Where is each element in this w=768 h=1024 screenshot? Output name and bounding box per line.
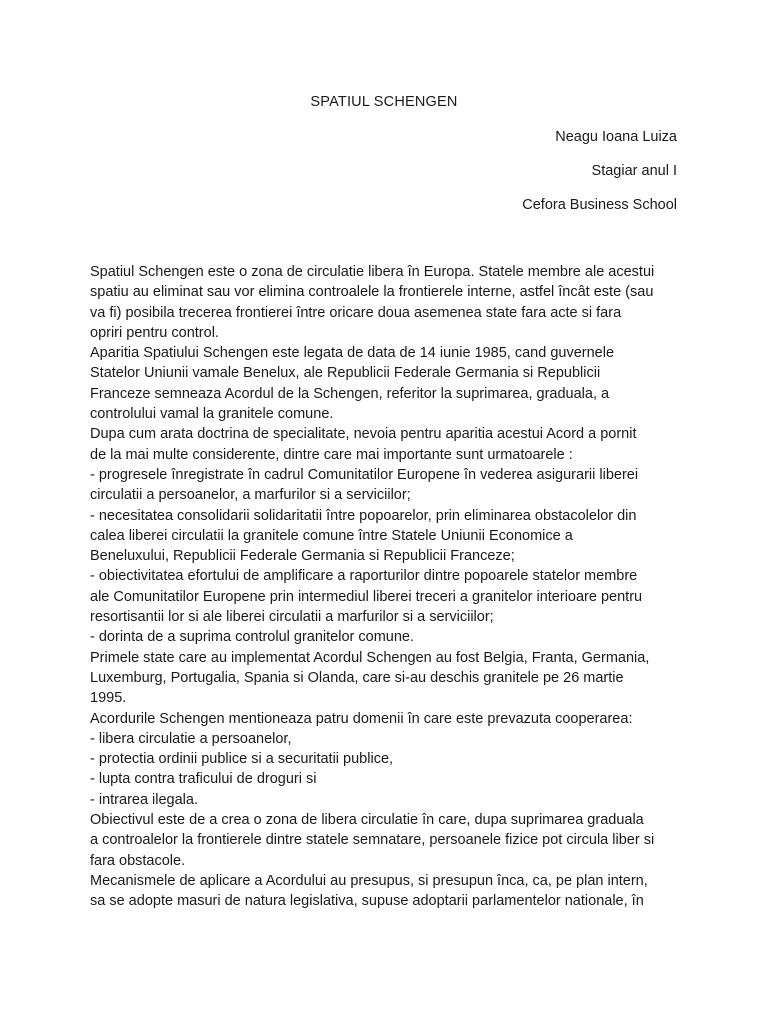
body-line: controlului vamal la granitele comune.	[90, 406, 334, 423]
body-line: - lupta contra traficului de droguri si	[90, 771, 317, 788]
body-line: - progresele înregistrate în cadrul Comunitatilor Europene în vederea asigurarii liberei	[90, 466, 639, 483]
body-line: Aparitia Spatiului Schengen este legata de data de 14 iunie 1985, cand guvernele	[90, 345, 615, 362]
body-line: va fi) posibila trecerea frontierei între oricare doua asemenea state fara acte si fara	[90, 304, 622, 321]
body-line: Primele state care au implementat Acordul Schengen au fost Belgia, Franta, Germania,	[90, 649, 650, 666]
body-line: de la mai multe considerente, dintre care mai importante sunt urmatoarele :	[90, 446, 573, 463]
body-line: - protectia ordinii publice si a securitatii publice,	[90, 751, 394, 768]
body-line: resortisantii lor si ale liberei circulatii a marfurilor si a serviciilor;	[90, 609, 494, 626]
body-line: Spatiul Schengen este o zona de circulatie libera în Europa. Statele membre ale acestui	[90, 264, 655, 280]
body-line: fara obstacole.	[90, 852, 186, 869]
body-line: Statelor Uniunii vamale Benelux, ale Republicii Federale Germania si Republicii	[90, 365, 601, 382]
body-line: - obiectivitatea efortului de amplificare a raporturilor dintre popoarele statelor membre	[90, 568, 638, 585]
school-name: Cefora Business School	[522, 197, 677, 213]
body-line: Beneluxului, Republicii Federale Germania si Republicii Franceze;	[90, 548, 515, 565]
body-line: - intrarea ilegala.	[90, 791, 198, 808]
body-line: sa se adopte masuri de natura legislativa, supuse adoptarii parlamentelor nationale, în	[90, 893, 644, 910]
body-line: Mecanismele de aplicare a Acordului au presupus, si presupun înca, ca, pe plan intern,	[90, 872, 648, 889]
body-line: Dupa cum arata doctrina de specialitate, nevoia pentru aparitia acestui Acord a pornit	[90, 426, 637, 443]
body-line: Acordurile Schengen mentioneaza patru domenii în care este prevazuta cooperarea:	[90, 710, 633, 727]
author-name: Neagu Ioana Luiza	[555, 129, 677, 145]
body-line: 1995.	[90, 690, 127, 707]
body-line: spatiu au eliminat sau vor elimina controalele la frontierele interne, astfel încât este (sau	[90, 284, 654, 301]
body-line: circulatii a persoanelor, a marfurilor si a serviciilor;	[90, 487, 411, 504]
body-line: - dorinta de a suprima controlul granitelor comune.	[90, 629, 414, 646]
document-body	[90, 262, 690, 912]
document-title: SPATIUL SCHENGEN	[310, 94, 458, 110]
body-line: Franceze semneaza Acordul de la Schengen, referitor la suprimarea, graduala, a	[90, 385, 610, 402]
author-role: Stagiar anul I	[591, 163, 677, 179]
body-line: a controalelor la frontierele dintre statele semnatare, persoanele fizice pot circula liber si	[90, 832, 655, 849]
body-line: Obiectivul este de a crea o zona de libera circulatie în care, dupa suprimarea graduala	[90, 812, 644, 829]
body-line: - libera circulatie a persoanelor,	[90, 730, 292, 747]
body-line: - necesitatea consolidarii solidaritatii între popoarelor, prin eliminarea obstacolelor din	[90, 507, 637, 524]
body-line: Luxemburg, Portugalia, Spania si Olanda, care si-au deschis granitele pe 26 martie	[90, 669, 624, 686]
body-line: ale Comunitatilor Europene prin intermediul liberei treceri a granitelor interioare pentru	[90, 588, 643, 605]
body-line: opriri pentru control.	[90, 324, 219, 341]
body-line: calea liberei circulatii la granitele comune între Statele Uniunii Economice a	[90, 527, 573, 544]
